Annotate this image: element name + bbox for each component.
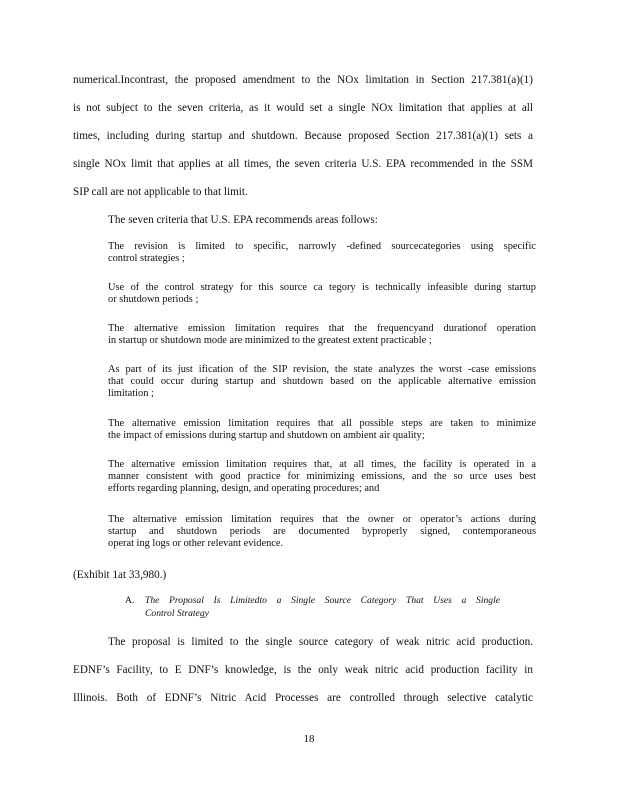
paragraph-line: times, including during startup and shutdown. Because proposed Section 217.381(a)(1) sets a (73, 130, 533, 142)
criteria-text: Use of the control strategy for this source ca tegory is technically infeasible during startup (108, 282, 536, 293)
page-number: 18 (303, 733, 315, 745)
criteria-intro: The seven criteria that U.S. EPA recommends areas follows: (108, 214, 378, 226)
criteria-text: The alternative emission limitation requires that all possible steps are taken to minimize (108, 418, 536, 429)
criteria-text: As part of its just ification of the SIP revision, the state analyzes the worst -case emissions (108, 364, 536, 375)
paragraph-line: The proposal is limited to the single source category of weak nitric acid production. (108, 636, 533, 648)
criteria-text: limitation ; (108, 388, 154, 399)
paragraph-line: numerical.Incontrast, the proposed amendment to the NOx limitation in Section 217.381(a)(1) (73, 74, 533, 86)
criteria-text: The alternative emission limitation requires that, at all times, the facility is operated in a (108, 459, 536, 470)
criteria-text: that could occur during startup and shutdown based on the applicable alternative emission (108, 376, 536, 387)
paragraph-line: Illinois. Both of EDNF’s Nitric Acid Processes are controlled through selective catalytic (73, 692, 533, 704)
criteria-text: The revision is limited to specific, narrowly -defined sourcecategories using specific (108, 241, 536, 252)
criteria-text: or shutdown periods ; (108, 294, 199, 305)
section-letter: A. (125, 595, 135, 606)
section-title-line: Control Strategy (145, 608, 209, 619)
paragraph-line: SIP call are not applicable to that limit. (73, 186, 248, 198)
criteria-text: the impact of emissions during startup and shutdown on ambient air quality; (108, 430, 425, 441)
paragraph-line: is not subject to the seven criteria, as it would set a single NOx limitation that applies at all (73, 102, 533, 114)
criteria-text: control strategies ; (108, 253, 185, 264)
criteria-text: operat ing logs or other relevant evidence. (108, 538, 284, 549)
criteria-text: efforts regarding planning, design, and operating procedures; and (108, 483, 380, 494)
criteria-text: startup and shutdown periods are documented byproperly signed, contemporaneous (108, 526, 536, 537)
paragraph-line: single NOx limit that applies at all times, the seven criteria U.S. EPA recommended in the SSM (73, 158, 533, 170)
criteria-text: manner consistent with good practice for minimizing emissions, and the so urce uses best (108, 471, 536, 482)
section-title-line: The Proposal Is Limitedto a Single Source Category That Uses a Single (145, 595, 500, 606)
paragraph-line: EDNF’s Facility, to E DNF’s knowledge, is the only weak nitric acid production facility in (73, 664, 533, 676)
criteria-text: The alternative emission limitation requires that the frequencyand durationof operation (108, 323, 536, 334)
criteria-text: The alternative emission limitation requires that the owner or operator’s actions during (108, 514, 536, 525)
criteria-text: in startup or shutdown mode are minimized to the greatest extent practicable ; (108, 335, 432, 346)
exhibit-citation: (Exhibit 1at 33,980.) (73, 569, 167, 581)
